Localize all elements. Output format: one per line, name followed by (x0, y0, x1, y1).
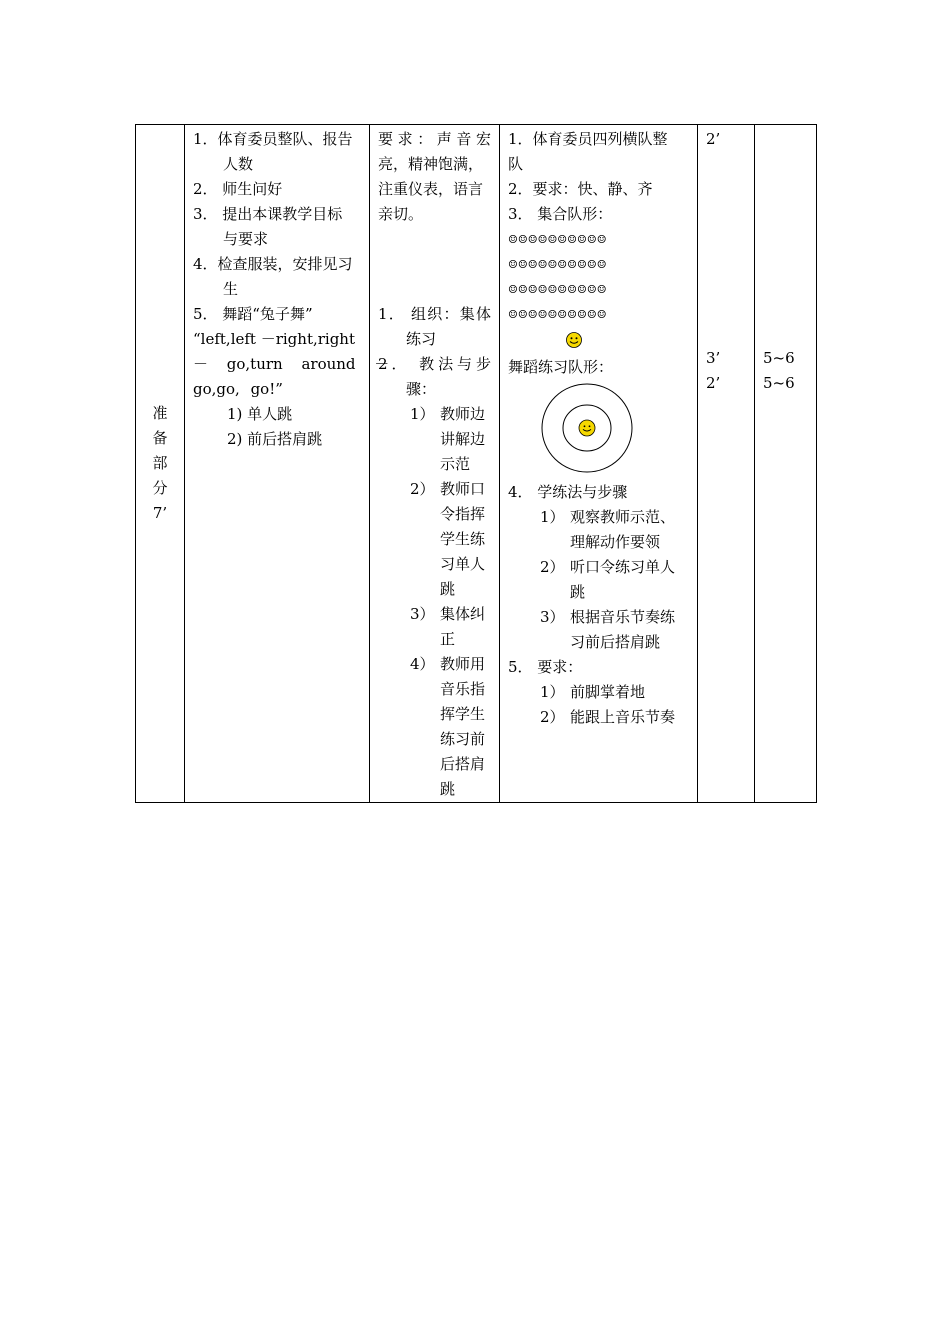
student-step: 1） 前脚掌着地 (540, 683, 646, 701)
section-char: 分 (152, 479, 168, 497)
student-text: 队 (508, 155, 524, 173)
content-item: － go,turn around － (193, 355, 390, 373)
teacher-text: 练习 (406, 330, 437, 348)
section-label-cell (136, 125, 185, 803)
time-cell (698, 125, 755, 803)
student-step: 2） 能跟上音乐节奏 (540, 708, 676, 726)
content-cell (185, 125, 390, 803)
teacher-text: 注重仪表，语言 (378, 180, 484, 198)
student-step: 2） 听口令练习单人 跳 (540, 558, 676, 601)
section-duration: 7’ (152, 504, 168, 522)
time-value: 3’ (706, 349, 721, 367)
content-item: 3． 提出本课教学目标 (193, 205, 343, 223)
teacher-text: 要求：声音宏 (378, 130, 491, 148)
student-text: 5． 要求： (508, 658, 583, 676)
student-text: 舞蹈练习队形： (508, 358, 614, 376)
teacher-text: 骤： (406, 380, 437, 398)
student-step: 3） 根据音乐节奏练 习前后搭肩跳 (540, 608, 676, 651)
teacher-step: 2） 教师口 令指挥 学生练 习单人 跳 (410, 480, 486, 598)
teacher-step: 1） 教师边 讲解边 示范 (410, 405, 486, 473)
teacher-text: 亲切。 (378, 205, 424, 223)
count-value: 5~6 (763, 374, 795, 392)
content-item: 4．检查服装，安排见习 (193, 255, 353, 273)
teacher-cell (370, 125, 500, 803)
formation-row: ☺☺☺☺☺☺☺☺☺☺ (508, 308, 607, 321)
content-item: 生 (223, 280, 239, 298)
teacher-text: 亮，精神饱满， (378, 155, 484, 173)
dance-formation-diagram (540, 382, 636, 474)
teacher-text: 2． 教法与步 (378, 355, 491, 373)
student-step: 1） 观察教师示范、 理解动作要领 (540, 508, 676, 551)
section-char: 准 (152, 404, 168, 422)
content-subitem: 1) 单人跳 (227, 405, 293, 423)
content-subitem: 2) 前后搭肩跳 (227, 430, 323, 448)
teacher-step: 4） 教师用 音乐指 挥学生 练习前 后搭肩 跳 (410, 655, 486, 798)
count-value: 5~6 (763, 349, 795, 367)
time-value: 2’ (706, 374, 721, 392)
teacher-step: 3） 集体纠 正 (410, 605, 486, 648)
time-value: 2’ (706, 130, 721, 148)
content-item: 1．体育委员整队、报告 (193, 130, 353, 148)
content-item: 人数 (223, 155, 254, 173)
lesson-plan-table (135, 124, 817, 803)
formation-row: ☺☺☺☺☺☺☺☺☺☺ (508, 233, 607, 246)
student-cell (500, 125, 698, 803)
content-item: “left,left －right,right (193, 330, 355, 348)
count-cell (755, 125, 817, 803)
student-text: 3． 集合队形： (508, 205, 613, 223)
student-text: 4． 学练法与步骤 (508, 483, 628, 501)
content-item: 5． 舞蹈“兔子舞” (193, 305, 313, 323)
table-row (136, 125, 817, 803)
content-item: 与要求 (223, 230, 269, 248)
formation-row: ☺☺☺☺☺☺☺☺☺☺ (508, 283, 607, 296)
content-item: 2． 师生问好 (193, 180, 283, 198)
content-item: go,go, go!” (193, 380, 283, 398)
teacher-text: 1． 组织：集体 (378, 305, 491, 323)
student-text: 1．体育委员四列横队整 (508, 130, 668, 148)
student-text: 2．要求：快、静、齐 (508, 180, 653, 198)
section-char: 备 (152, 429, 168, 447)
formation-row: ☺☺☺☺☺☺☺☺☺☺ (508, 258, 607, 271)
section-char: 部 (152, 454, 168, 472)
teacher-smiley-icon (565, 331, 583, 349)
